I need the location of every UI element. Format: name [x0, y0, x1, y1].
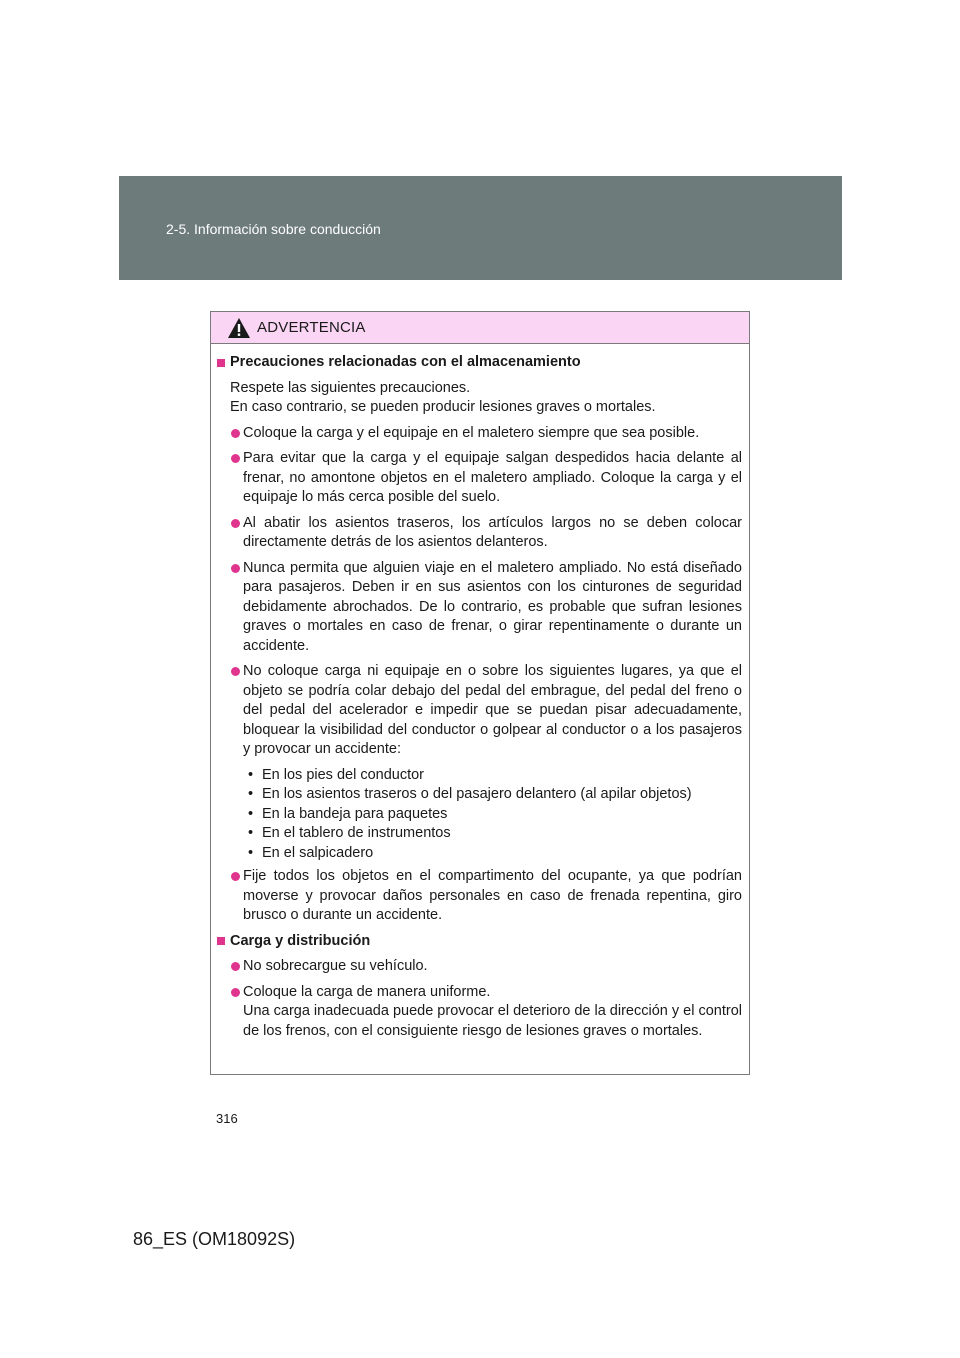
- circle-bullet-icon: [231, 962, 240, 971]
- circle-bullet-icon: [231, 429, 240, 438]
- sub-list-item: • En los pies del conductor: [248, 766, 742, 786]
- square-bullet-icon: [217, 937, 225, 945]
- intro-line: En caso contrario, se pueden producir lesiones graves o mortales.: [230, 399, 656, 415]
- bullet-text: No coloque carga ni equipaje en o sobre los siguientes lugares, ya que el objeto se podría colar debajo del pedal del embrague, del pedal del freno o del pedal del acelerador e impedir que se puedan pisar adecuadamente, bloquear la visibilidad del conductor o golpear al conductor o a los pasajeros y provocar un accidente:: [243, 663, 742, 757]
- bullet-text: Coloque la carga de manera uniforme.: [243, 983, 491, 1000]
- circle-bullet-icon: [231, 454, 240, 463]
- bullet-item: [217, 424, 742, 444]
- warning-header: [211, 312, 749, 344]
- square-bullet-icon: [217, 359, 225, 367]
- section-heading-text: Precauciones relacionadas con el almacenamiento: [230, 354, 581, 370]
- warning-label: ADVERTENCIA: [257, 319, 366, 336]
- warning-body: [211, 344, 749, 1041]
- bullet-item: [217, 514, 742, 553]
- sub-list-item: • En el tablero de instrumentos: [248, 824, 742, 844]
- bullet-continuation: Una carga inadecuada puede provocar el deterioro de la dirección y el control de los frenos, con el consiguiente riesgo de lesiones graves o mortales.: [243, 1003, 742, 1039]
- warning-box: [210, 311, 750, 1075]
- bullet-item: [217, 559, 742, 657]
- sub-list-item: • En la bandeja para paquetes: [248, 805, 742, 825]
- bullet-text: Para evitar que la carga y el equipaje salgan despedidos hacia delante al frenar, no amontone objetos en el maletero ampliado. Coloque la carga y el equipaje lo más cerca posible del suelo.: [243, 450, 742, 505]
- section-intro: [217, 379, 742, 418]
- sub-list-item: • En los asientos traseros o del pasajero delantero (al apilar objetos): [248, 785, 742, 805]
- bullet-item: [217, 867, 742, 926]
- sub-list-item: • En el salpicadero: [248, 844, 742, 864]
- intro-line: Respete las siguientes precauciones.: [230, 379, 471, 396]
- section-heading-text: Carga y distribución: [230, 932, 371, 949]
- circle-bullet-icon: [231, 564, 240, 573]
- document-code: 86_ES (OM18092S): [133, 1229, 296, 1249]
- section-heading: [217, 932, 742, 952]
- bullet-text: No sobrecargue su vehículo.: [243, 958, 428, 974]
- circle-bullet-icon: [231, 519, 240, 528]
- circle-bullet-icon: [231, 667, 240, 676]
- bullet-text: Nunca permita que alguien viaje en el maletero ampliado. No está diseñado para pasajeros. Deben ir en sus asientos con los cinturones de seguridad debidamente abrochados. De lo contrario, es probable que sufran lesiones graves o mortales en caso de frenar, o girar repentinamente o durante un accidente.: [243, 559, 742, 654]
- bullet-item: [217, 662, 742, 760]
- bullet-text: Coloque la carga y el equipaje en el maletero siempre que sea posible.: [243, 424, 700, 441]
- header-band: [119, 176, 842, 280]
- circle-bullet-icon: [231, 988, 240, 997]
- bullet-item: [217, 983, 742, 1042]
- section-heading: [217, 353, 742, 373]
- section-title: 2-5. Información sobre conducción: [166, 221, 381, 237]
- bullet-text: Al abatir los asientos traseros, los artículos largos no se deben colocar directamente detrás de los asientos delanteros.: [243, 514, 742, 550]
- circle-bullet-icon: [231, 872, 240, 881]
- bullet-text: Fije todos los objetos en el compartimento del ocupante, ya que podrían moverse y provocar daños personales en caso de frenada repentina, giro brusco o durante un accidente.: [243, 868, 742, 923]
- page-number: 316: [216, 1111, 238, 1126]
- bullet-item: [217, 957, 742, 977]
- warning-triangle-icon: [227, 317, 251, 339]
- bullet-item: [217, 449, 742, 508]
- sub-list: [217, 766, 742, 864]
